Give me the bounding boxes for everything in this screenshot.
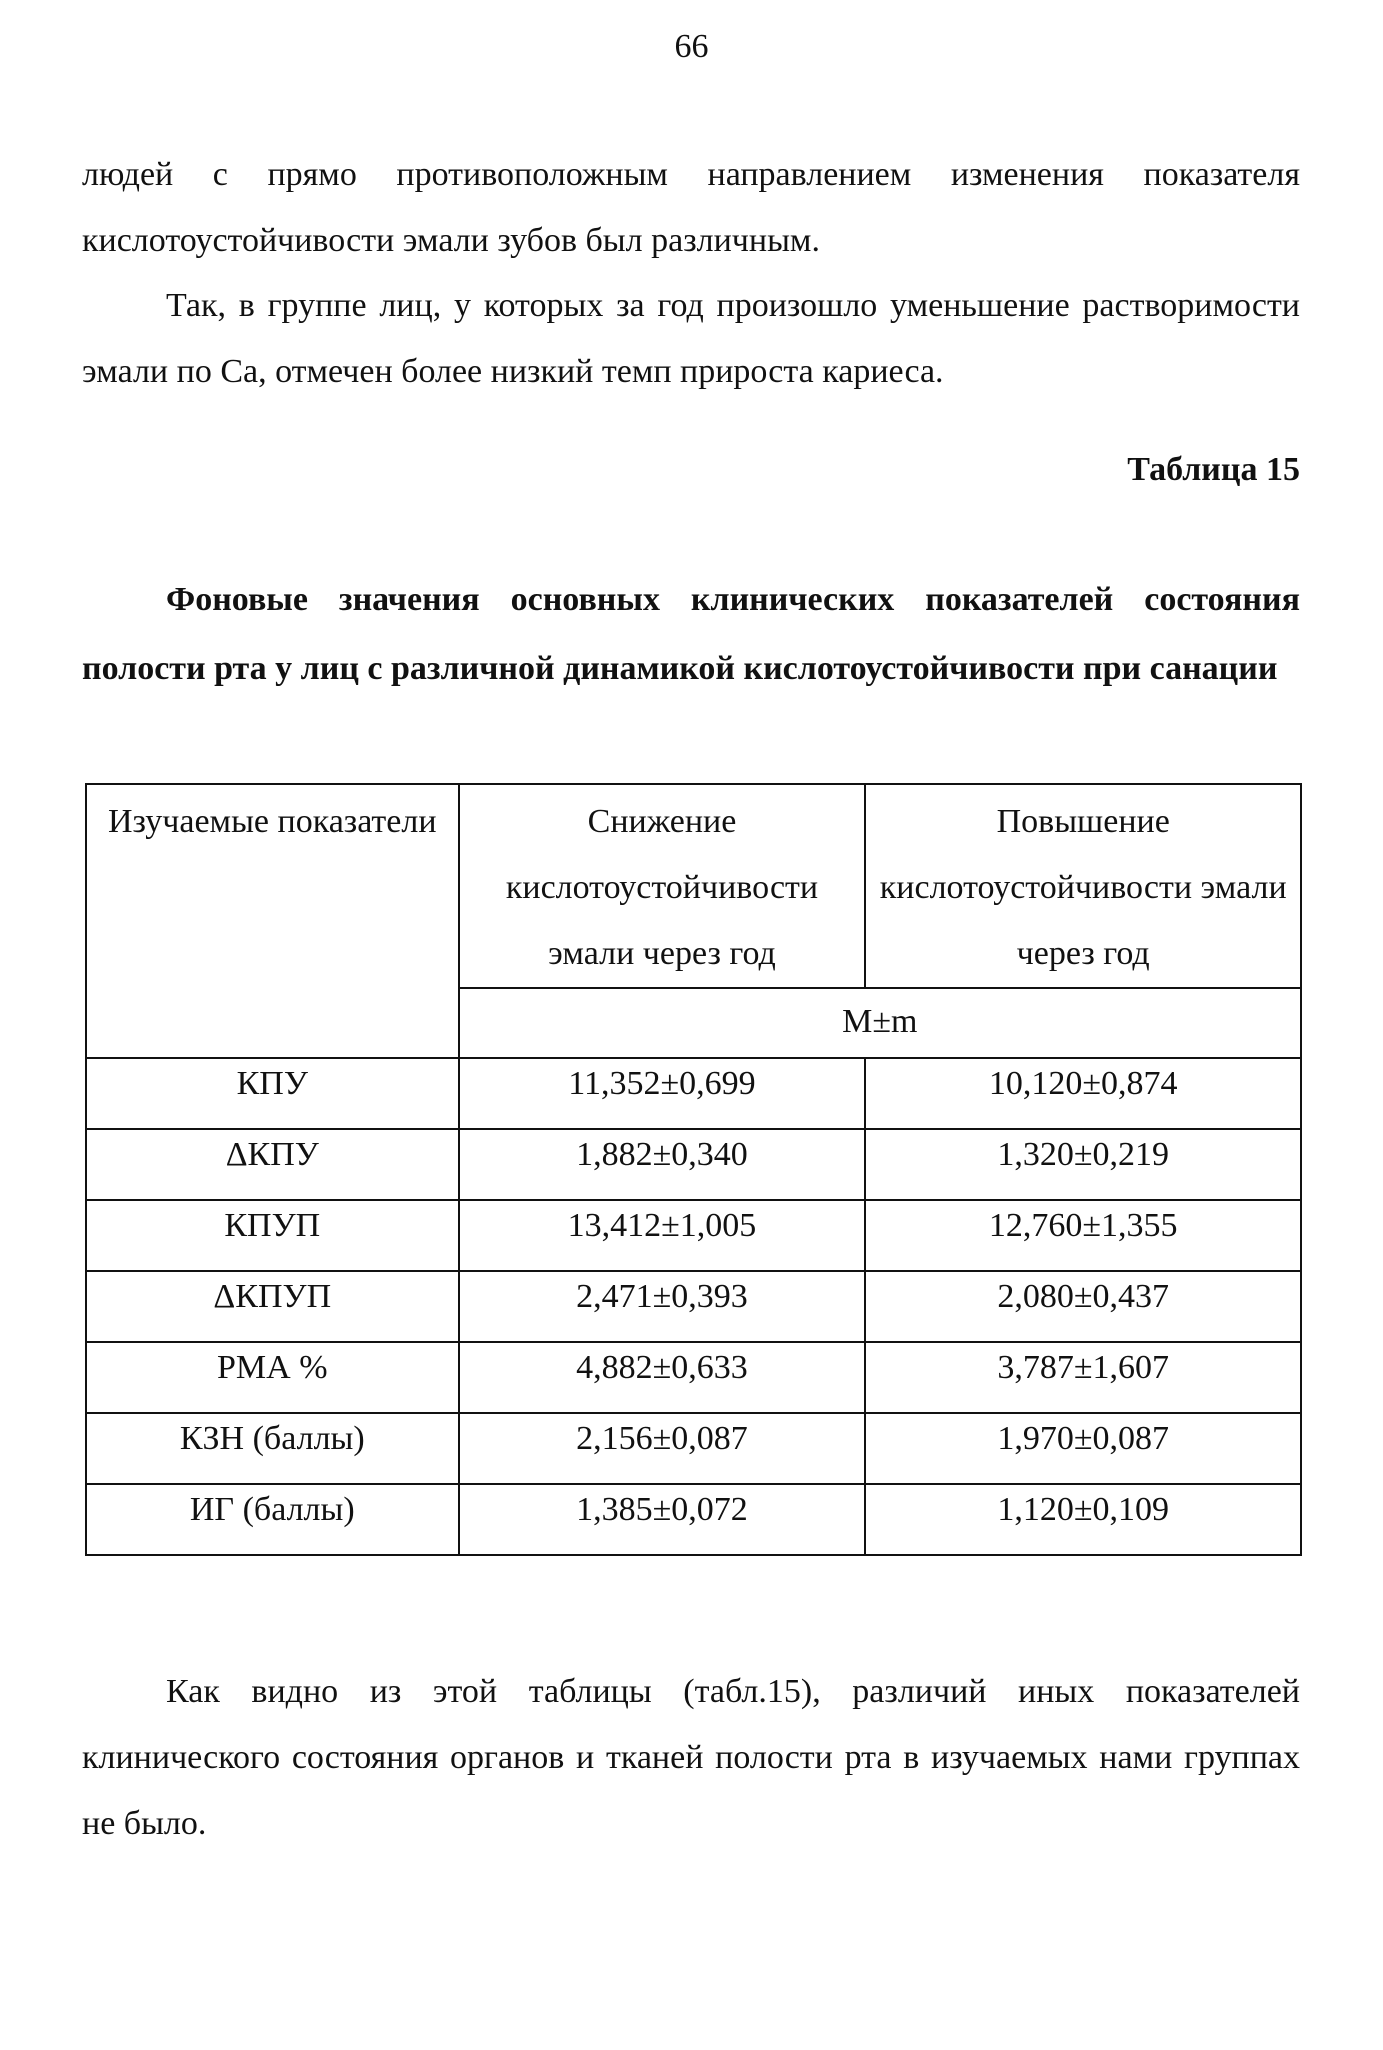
cell-increase: 3,787±1,607 <box>865 1342 1301 1413</box>
cell-increase: 1,320±0,219 <box>865 1129 1301 1200</box>
cell-indicator: ΔКПУП <box>86 1271 459 1342</box>
table-header-row <box>86 784 1301 988</box>
cell-increase: 1,120±0,109 <box>865 1484 1301 1555</box>
table-row <box>86 1413 1301 1484</box>
cell-indicator: КПУ <box>86 1058 459 1129</box>
cell-decrease: 2,156±0,087 <box>459 1413 866 1484</box>
table-row <box>86 1200 1301 1271</box>
page-number: 66 <box>674 28 709 65</box>
cell-decrease: 13,412±1,005 <box>459 1200 866 1271</box>
cell-decrease: 11,352±0,699 <box>459 1058 866 1129</box>
paragraph-caries-rate: Так, в группе лиц, у которых за год произошло уменьшение растворимости эмали по Са, отмечен более низкий темп прироста кариеса. <box>82 287 1300 390</box>
table-caption: Фоновые значения основных клинических показателей состояния полости рта у лиц с различной динамикой кислотоустойчивости при санации <box>82 581 1300 687</box>
table-row <box>86 1484 1301 1555</box>
table-row <box>86 1342 1301 1413</box>
table-row <box>86 1271 1301 1342</box>
cell-indicator: РМА % <box>86 1342 459 1413</box>
table-row <box>86 1058 1301 1129</box>
table-row <box>86 1129 1301 1200</box>
cell-decrease: 1,385±0,072 <box>459 1484 866 1555</box>
cell-indicator: ИГ (баллы) <box>86 1484 459 1555</box>
cell-increase: 12,760±1,355 <box>865 1200 1301 1271</box>
cell-decrease: 4,882±0,633 <box>459 1342 866 1413</box>
paragraph-conclusion: Как видно из этой таблицы (табл.15), различий иных показателей клинического состояния органов и тканей полости рта в изучаемых нами группах не было. <box>82 1673 1300 1842</box>
cell-decrease: 2,471±0,393 <box>459 1271 866 1342</box>
paragraph-intro: людей с прямо противоположным направлением изменения показателя кислотоустойчивости эмали зубов был различным. <box>82 156 1300 259</box>
cell-indicator: КПУП <box>86 1200 459 1271</box>
header-decrease: Снижение кислотоустойчивости эмали через год <box>459 784 866 988</box>
table-label: Таблица 15 <box>1127 451 1300 488</box>
cell-indicator: ΔКПУ <box>86 1129 459 1200</box>
cell-decrease: 1,882±0,340 <box>459 1129 866 1200</box>
cell-increase: 2,080±0,437 <box>865 1271 1301 1342</box>
indicators-table <box>85 783 1302 1556</box>
header-increase: Повышение кислотоустойчивости эмали через год <box>865 784 1301 988</box>
header-unit: M±m <box>459 988 1301 1058</box>
cell-indicator: КЗН (баллы) <box>86 1413 459 1484</box>
header-indicators: Изучаемые показатели <box>86 784 459 1058</box>
cell-increase: 10,120±0,874 <box>865 1058 1301 1129</box>
cell-increase: 1,970±0,087 <box>865 1413 1301 1484</box>
